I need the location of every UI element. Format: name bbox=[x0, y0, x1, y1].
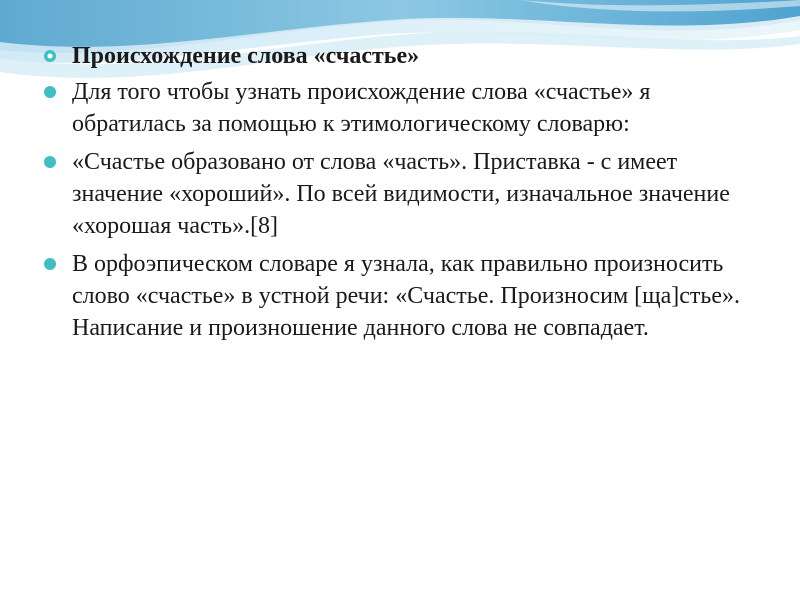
bullet-text: Происхождение слова «счастье» bbox=[72, 43, 420, 69]
bullet-ring-icon bbox=[44, 50, 56, 62]
bullet-dot-icon bbox=[44, 86, 56, 98]
bullet-item bbox=[40, 146, 760, 242]
bullet-dot-icon bbox=[44, 258, 56, 270]
slide-content bbox=[40, 40, 760, 350]
bullet-item-title bbox=[40, 40, 760, 72]
bullet-text: В орфоэпическом словаре я узнала, как правильно произносить слово «счастье» в устной речи: «Счастье. Произносим [ща]стье». Написание и произношение данного слова не совпадает. bbox=[72, 251, 741, 341]
bullet-item bbox=[40, 76, 760, 140]
bullet-text: Для того чтобы узнать происхождение слова «счастье» я обратилась за помощью к этимологическому словарю: bbox=[72, 79, 651, 137]
bullet-dot-icon bbox=[44, 156, 56, 168]
bullet-item bbox=[40, 248, 760, 344]
bullet-text: «Счастье образовано от слова «часть». Приставка - с имеет значение «хороший». По всей видимости, изначальное значение «хорошая часть».[8] bbox=[72, 149, 730, 239]
